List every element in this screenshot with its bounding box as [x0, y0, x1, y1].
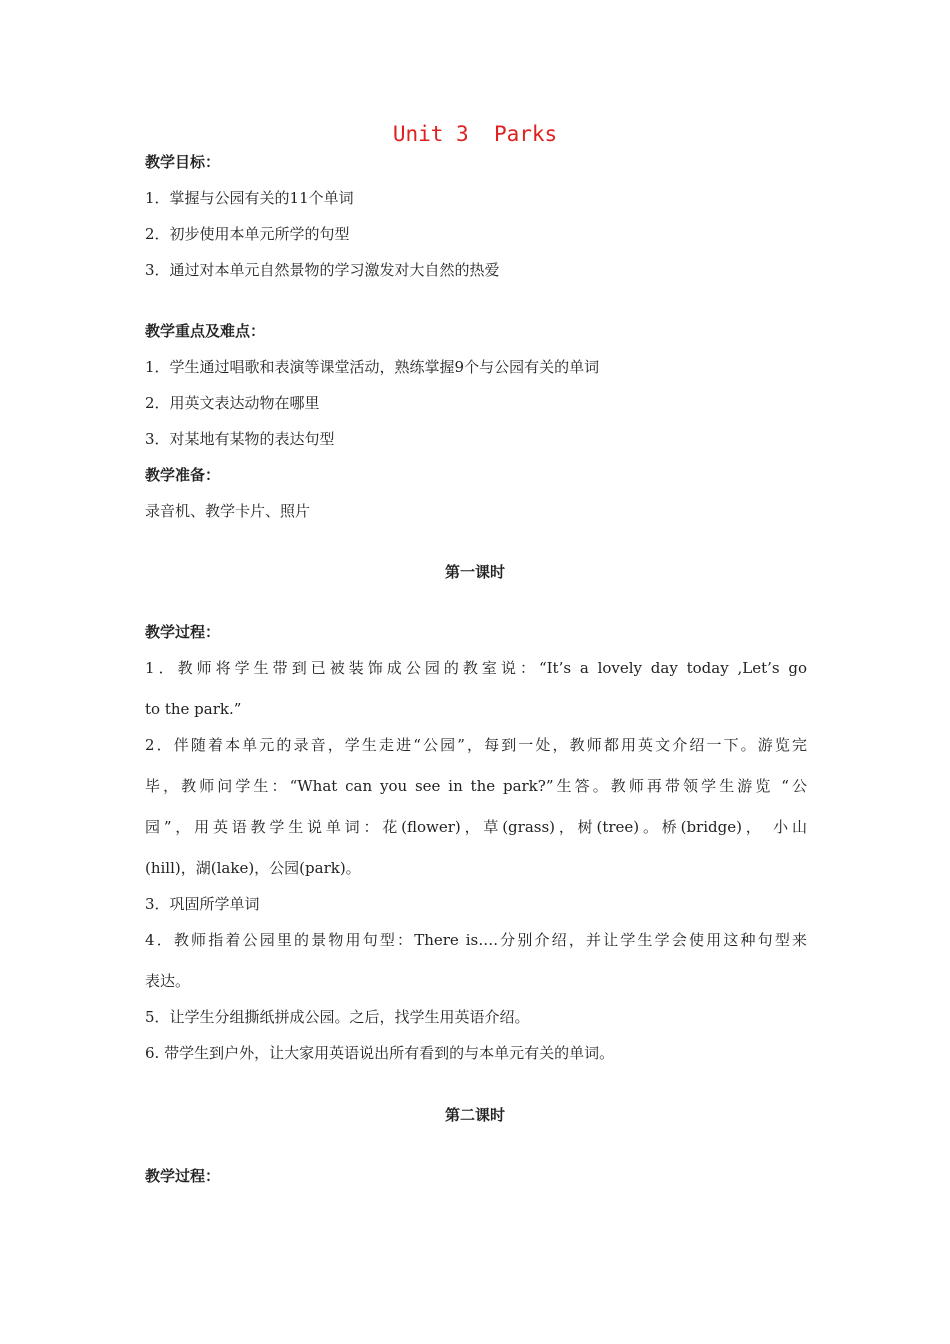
goal-item: 3．通过对本单元自然景物的学习激发对大自然的热爱 — [145, 261, 500, 279]
process-line: 5．让学生分组撕纸拼成公园。之后，找学生用英语介绍。 — [145, 1008, 530, 1026]
process-line: 1．教师将学生带到已被装饰成公园的教室说：“It’s a lovely day today ,Let’s go — [145, 659, 807, 677]
lesson2-process-heading: 教学过程： — [145, 1167, 221, 1185]
process-line: to the park.” — [145, 700, 242, 718]
process-line: (hill)，湖(lake)，公园(park)。 — [145, 859, 361, 877]
goal-item: 1．掌握与公园有关的11个单词 — [145, 189, 354, 207]
process-line: 6. 带学生到户外，让大家用英语说出所有看到的与本单元有关的单词。 — [145, 1044, 615, 1062]
process-line: 2．伴随着本单元的录音，学生走进“公园”，每到一处，教师都用英文介绍一下。游览完 — [145, 736, 807, 754]
key-point-item: 1．学生通过唱歌和表演等课堂活动，熟练掌握9个与公园有关的单词 — [145, 358, 600, 376]
process-line: 3．巩固所学单词 — [145, 895, 260, 913]
prep-text: 录音机、教学卡片、照片 — [145, 502, 311, 520]
key-points-heading: 教学重点及难点： — [145, 322, 266, 340]
document-title: Unit 3 Parks — [392, 122, 558, 146]
process-line: 表达。 — [145, 972, 191, 990]
lesson1-heading: 第一课时 — [444, 563, 505, 581]
key-point-item: 2．用英文表达动物在哪里 — [145, 394, 320, 412]
lesson1-process-heading: 教学过程： — [145, 623, 221, 641]
goals-heading: 教学目标： — [145, 153, 221, 171]
key-point-item: 3．对某地有某物的表达句型 — [145, 430, 335, 448]
process-line: 毕，教师问学生：“What can you see in the park?”生答。教师再带领学生游览 “公 — [145, 777, 807, 795]
goal-item: 2．初步使用本单元所学的句型 — [145, 225, 350, 243]
process-line: 园”，用英语教学生说单词：花(flower)，草(grass)，树(tree)。桥(bridge)， 小山 — [145, 818, 807, 836]
process-line: 4．教师指着公园里的景物用句型：There is….分别介绍，并让学生学会使用这种句型来 — [145, 931, 807, 949]
lesson2-heading: 第二课时 — [444, 1106, 505, 1124]
prep-heading: 教学准备： — [145, 466, 221, 484]
